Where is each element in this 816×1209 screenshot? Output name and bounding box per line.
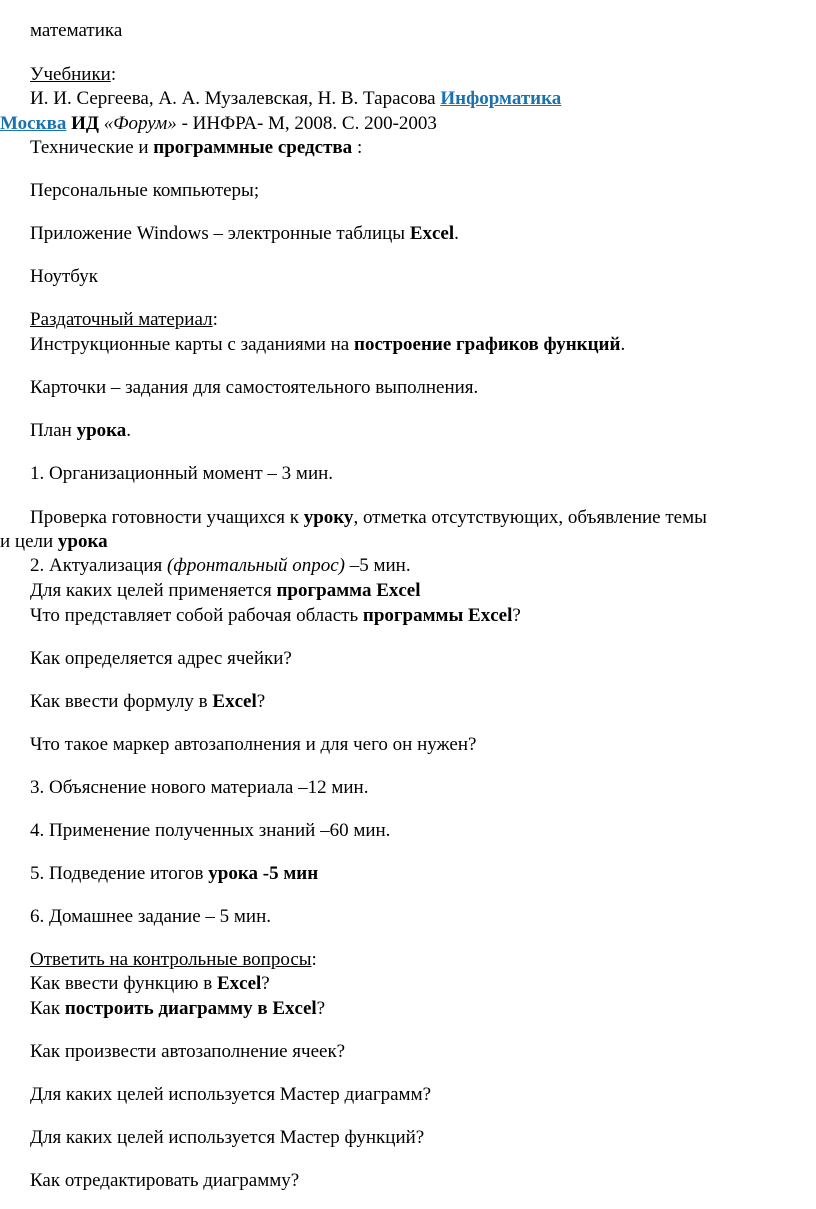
homework-question-5: Для каких целей используется Мастер функций? [30, 1127, 425, 1148]
question-4: Как ввести формулу в Excel? [30, 691, 266, 712]
task-cards-line: Карточки – задания для самостоятельного выполнения. [30, 377, 479, 398]
plan-heading: План урока. [30, 420, 132, 441]
textbook-line-2: Москва ИД «Форум» - ИНФРА- М, 2008. С. 200-2003 [0, 113, 437, 134]
notebook-line: Ноутбук [30, 266, 98, 287]
app-line: Приложение Windows – электронные таблицы Excel. [30, 223, 459, 244]
homework-question-4: Для каких целей используется Мастер диаграмм? [30, 1084, 432, 1105]
step-5: 5. Подведение итогов урока -5 мин [30, 863, 319, 884]
question-3: Как определяется адрес ячейки? [30, 648, 292, 669]
instruction-cards-line: Инструкционные карты с заданиями на построение графиков функций. [30, 334, 626, 355]
check-line-2: и цели урока [0, 531, 108, 552]
step-2: 2. Актуализация (фронтальный опрос) –5 мин. [30, 555, 411, 576]
tech-means-line: Технические и программные средства : [30, 137, 363, 158]
question-2: Что представляет собой рабочая область программы Excel? [30, 605, 521, 626]
handout-heading: Раздаточный материал: [30, 309, 218, 330]
step-4: 4. Применение полученных знаний –60 мин. [30, 820, 391, 841]
step-3: 3. Объяснение нового материала –12 мин. [30, 777, 369, 798]
pc-line: Персональные компьютеры; [30, 180, 260, 201]
subject-line: математика [30, 20, 123, 41]
homework-question-2: Как построить диаграмму в Excel? [30, 998, 326, 1019]
step-1: 1. Организационный момент – 3 мин. [30, 463, 334, 484]
textbooks-heading: Учебники: [30, 64, 117, 85]
homework-question-1: Как ввести функцию в Excel? [30, 973, 270, 994]
textbook-title-link[interactable]: Информатика [440, 88, 562, 109]
homework-question-6: Как отредактировать диаграмму? [30, 1170, 300, 1191]
homework-question-3: Как произвести автозаполнение ячеек? [30, 1041, 346, 1062]
check-line-1: Проверка готовности учащихся к уроку, отметка отсутствующих, объявление темы [30, 507, 707, 528]
step-6: 6. Домашнее задание – 5 мин. [30, 906, 272, 927]
homework-heading: Ответить на контрольные вопросы: [30, 949, 317, 970]
question-1: Для каких целей применяется программа Excel [30, 580, 421, 601]
question-5: Что такое маркер автозаполнения и для чего он нужен? [30, 734, 477, 755]
textbook-city-link[interactable]: Москва [0, 113, 67, 134]
textbook-line-1: И. И. Сергеева, А. А. Музалевская, Н. В. Тарасова Информатика [30, 88, 562, 109]
